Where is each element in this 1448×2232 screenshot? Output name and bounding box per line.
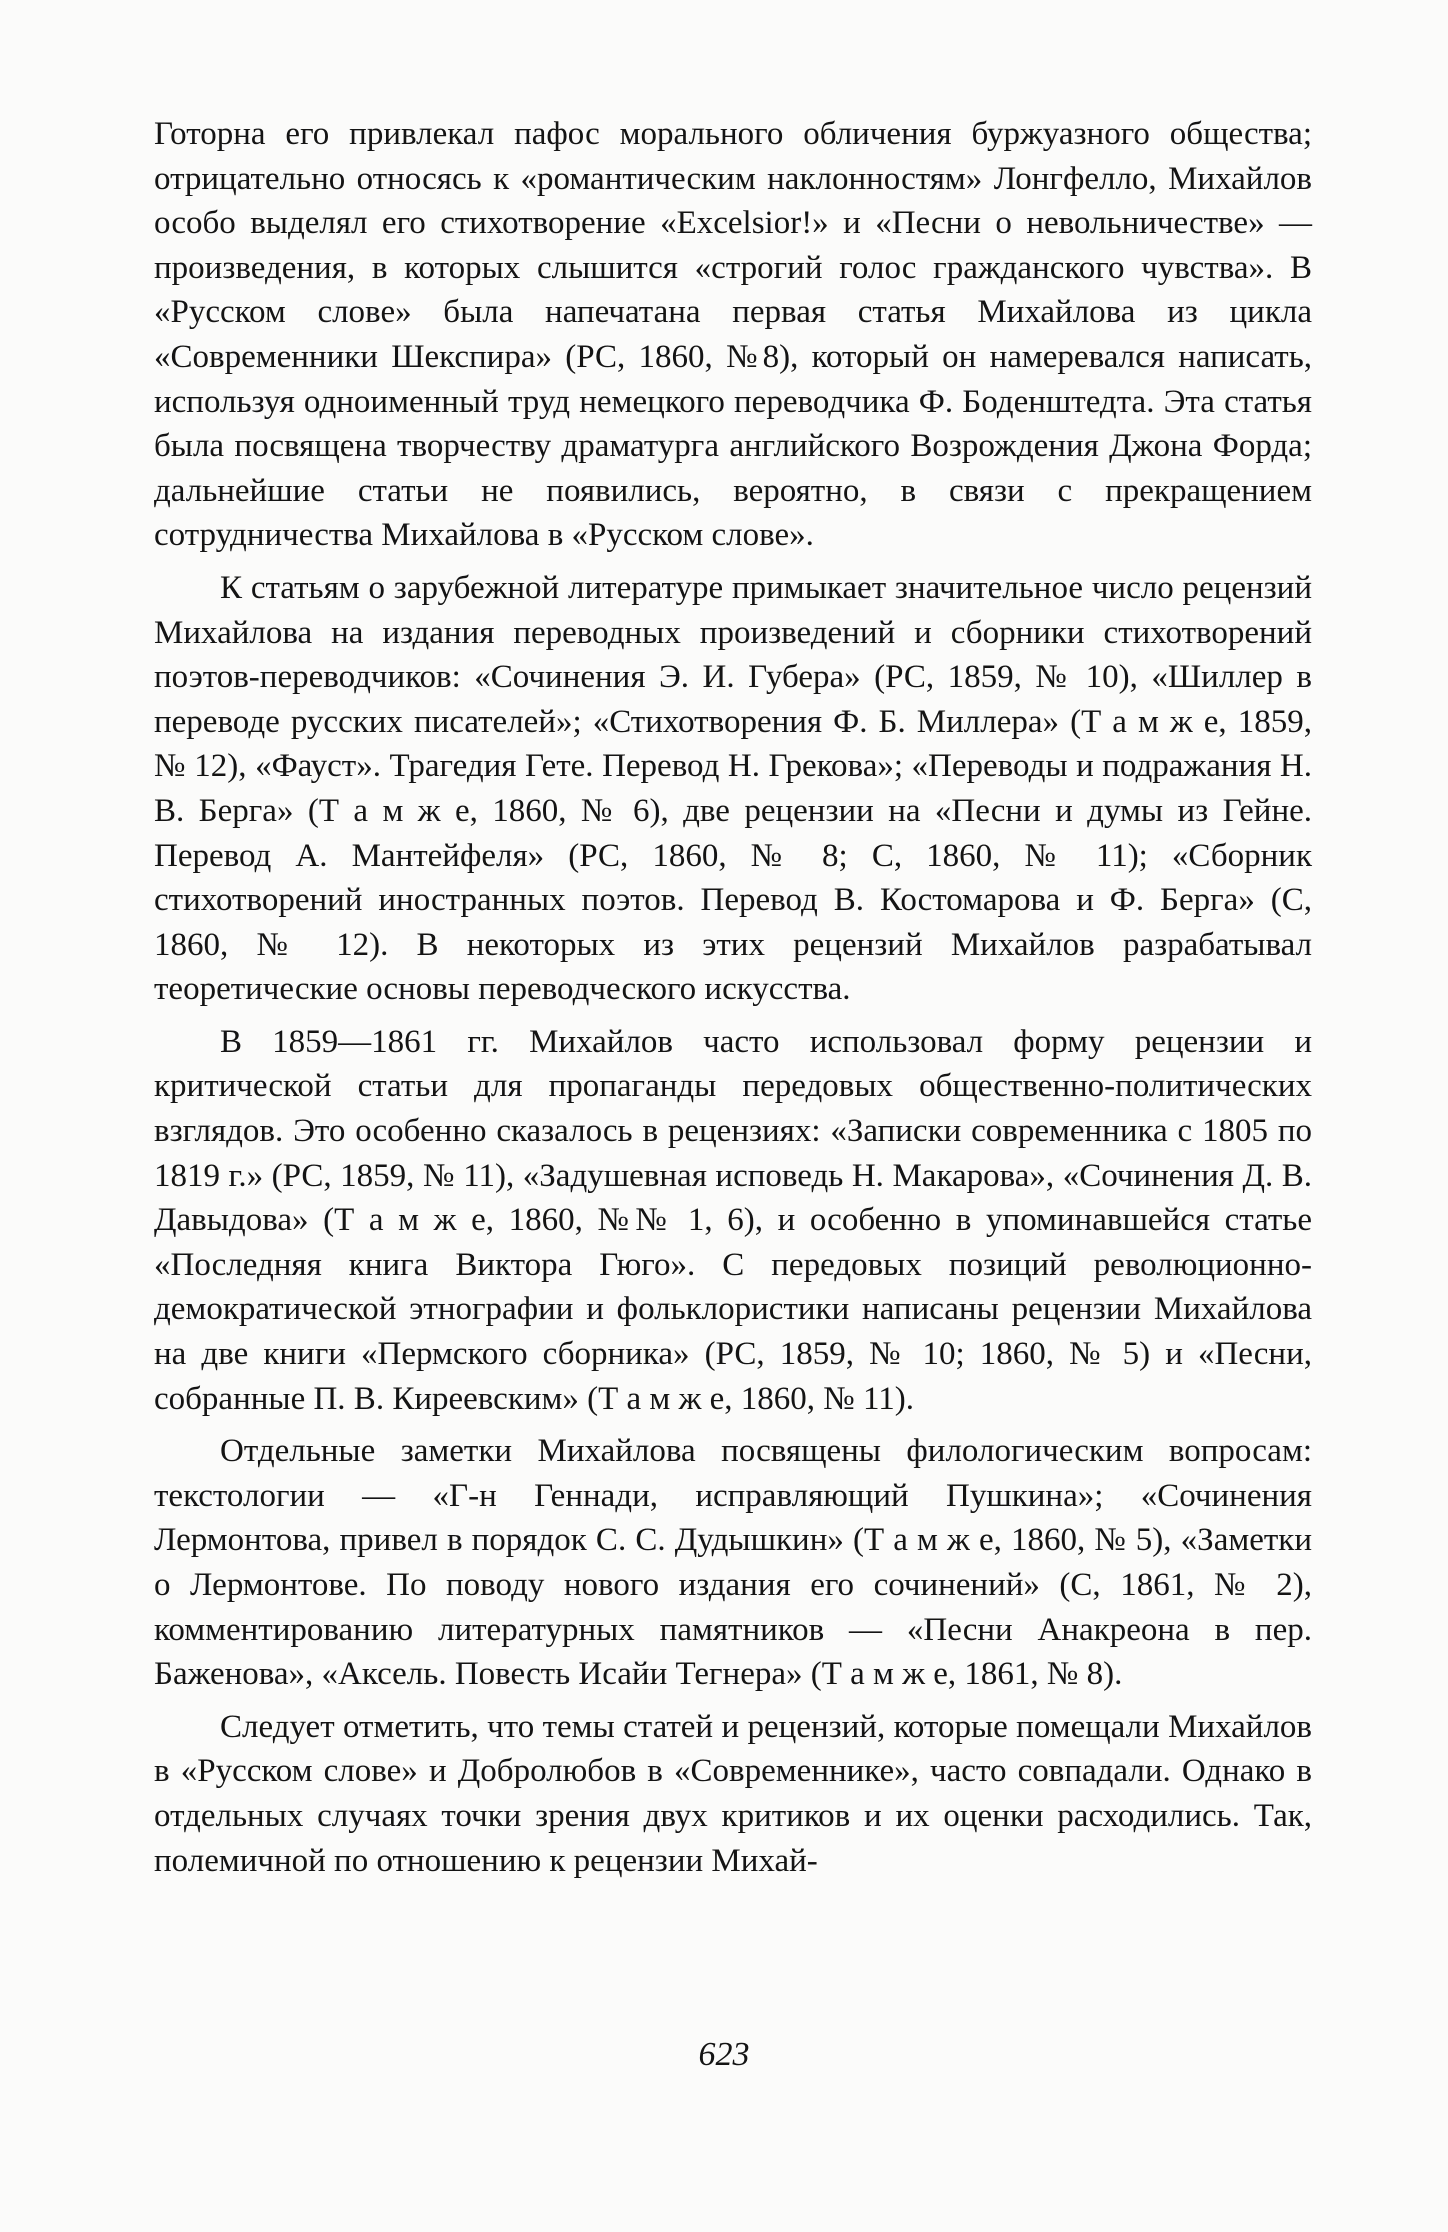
paragraph-5: Следует отметить, что темы статей и рецензий, которые помещали Михайлов в «Русском слове» и Добролюбов в «Современнике», часто совпадали. Однако в отдельных случаях точки зрения двух критиков и их оценки расходились. Так, полемичной по отношению к рецензии Михай- — [154, 1708, 1312, 1879]
paragraph-3: В 1859—1861 гг. Михайлов часто использовал форму рецензии и критической статьи для пропаганды передовых общественно-политических взглядов. Это особенно сказалось в рецензиях: «Записки современника с 1805 по 1819 г.» (РС, 1859, № 11), «Задушевная исповедь Н. Макарова», «Сочинения Д. В. Давыдова» (Т а м ж е, 1860, №№ 1, 6), и особенно в упоминавшейся статье «Последняя книга Виктора Гюго». С передовых позиций революционно-демократической этнографии и фольклористики написаны рецензии Михайлова на две книги «Пермского сборника» (РС, 1859, № 10; 1860, № 5) и «Песни, собранные П. В. Киреевским» (Т а м ж е, 1860, № 11). — [154, 1023, 1312, 1417]
paragraph-1: Готорна его привлекал пафос морального обличения буржуазного общества; отрицательно относясь к «романтическим наклонностям» Лонгфелло, Михайлов особо выделял его стихотворение «Excelsior!» и «Песни о невольничестве» — произведения, в которых слышится «строгий голос гражданского чувства». В «Русском слове» была напечатана первая статья Михайлова из цикла «Современники Шекспира» (РС, 1860, №8), который он намеревался написать, используя одноименный труд немецкого переводчика Ф. Боденштедта. Эта статья была посвящена творчеству драматурга английского Возрождения Джона Форда; дальнейшие статьи не появились, вероятно, в связи с прекращением сотрудничества Михайлова в «Русском слове». — [154, 116, 1312, 554]
paragraph-4: Отдельные заметки Михайлова посвящены филологическим вопросам: текстологии — «Г-н Геннади, исправляющий Пушкина»; «Сочинения Лермонтова, привел в порядок С. С. Дудышкин» (Т а м ж е, 1860, № 5), «Заметки о Лермонтове. По поводу нового издания его сочинений» (С, 1861, № 2), комментированию литературных памятников — «Песни Анакреона в пер. Баженова», «Аксель. Повесть Исайи Тегнера» (Т а м ж е, 1861, № 8). — [154, 1433, 1312, 1693]
body-text — [154, 112, 1312, 1891]
page-number: 623 — [698, 2036, 750, 2073]
paragraph-2: К статьям о зарубежной литературе примыкает значительное число рецензий Михайлова на издания переводных произведений и сборники стихотворений поэтов-переводчиков: «Сочинения Э. И. Губера» (РС, 1859, № 10), «Шиллер в переводе русских писателей»; «Стихотворения Ф. Б. Миллера» (Т а м ж е, 1859, № 12), «Фауст». Трагедия Гете. Перевод Н. Грекова»; «Переводы и подражания Н. В. Берга» (Т а м ж е, 1860, № 6), две рецензии на «Песни и думы из Гейне. Перевод А. Мантейфеля» (РС, 1860, № 8; С, 1860, № 11); «Сборник стихотворений иностранных поэтов. Перевод В. Костомарова и Ф. Берга» (С, 1860, № 12). В некоторых из этих рецензий Михайлов разрабатывал теоретические основы переводческого искусства. — [154, 569, 1312, 1008]
